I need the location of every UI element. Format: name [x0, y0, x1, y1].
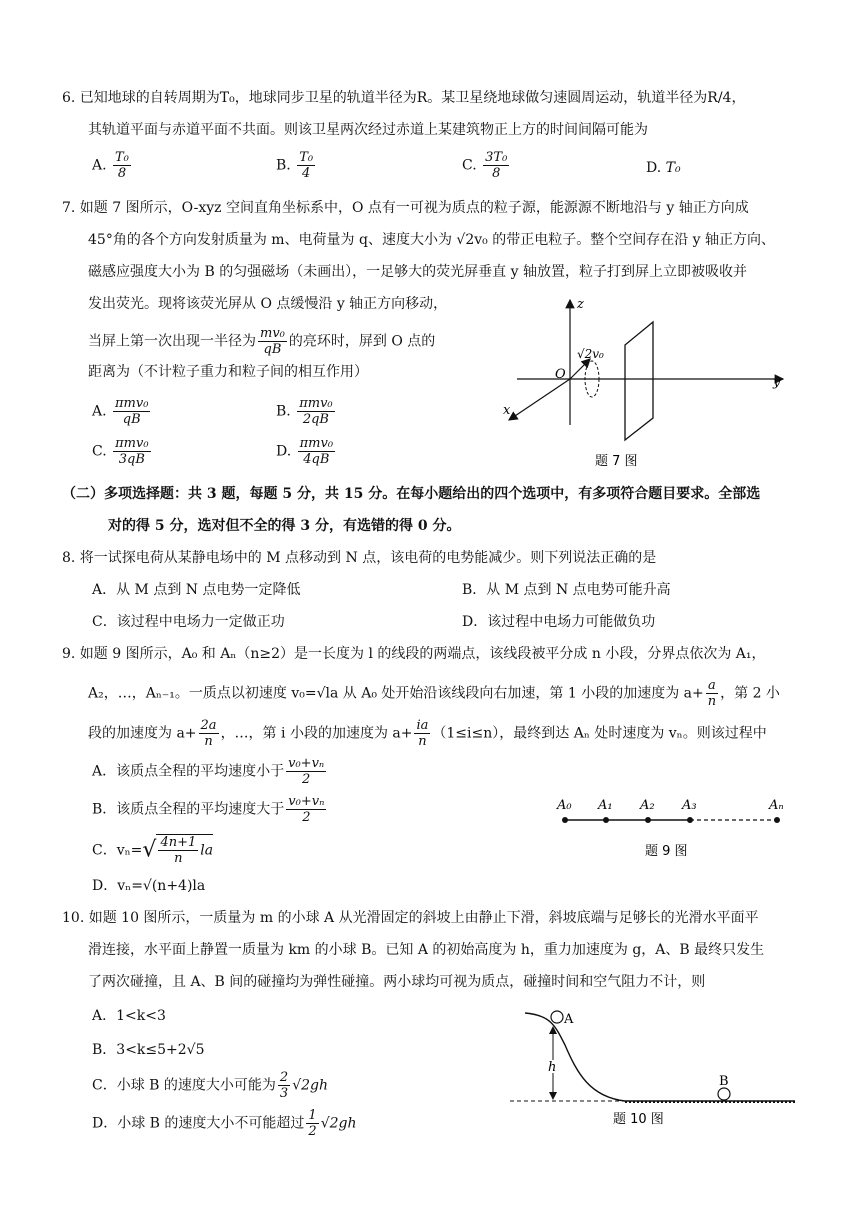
q9-line2: A₂，…，Aₙ₋₁。一质点以初速度 v₀=√la 从 A₀ 处开始沿该线段向右加速，第 1 小段的加速度为 a+ $\frac{a}{n}$ ，第 2 小 [88, 678, 780, 709]
figure-9-caption: 题 9 图 [645, 844, 688, 859]
ball-a [551, 1011, 563, 1023]
point-a2 [645, 817, 651, 823]
q8-option-d: D．该过程中电场力可能做负功 [462, 614, 656, 630]
q9-option-b: B．该质点全程的平均速度大于 $\frac{\text{v₀+vₙ}}{2}$ [92, 794, 325, 825]
label-a3: A₃ [682, 798, 697, 813]
figure-7 [495, 290, 795, 480]
q10-line1: 10. 如题 10 图所示，一质量为 m 的小球 A 从光滑固定的斜坡上由静止下滑，斜坡底端与足够长的光滑水平面平 [62, 910, 759, 926]
point-a1 [603, 817, 609, 823]
label-a1: A₁ [598, 798, 613, 813]
q8-option-c: C．该过程中电场力一定做正功 [92, 614, 285, 630]
q7-line3: 磁感应强度大小为 B 的匀强磁场（未画出），一足够大的荧光屏垂直 y 轴放置，粒子打到屏上立即被吸收并 [88, 264, 747, 280]
label-an: Aₙ [769, 798, 784, 813]
q6-option-d: D. T₀ [646, 160, 681, 176]
q7-option-c: C. $\frac{\text{πmv₀}}{3qB}$ [92, 436, 149, 467]
label-ball-a: A [564, 1012, 574, 1027]
q7-line5: 当屏上第一次出现一半径为 $\frac{\text{mv₀}}{qB}$ 的亮环时，屏到 O 点的 [88, 326, 436, 357]
label-a0: A₀ [557, 798, 572, 813]
q7-line6: 距离为（不计粒子重力和粒子间的相互作用） [88, 364, 368, 380]
q9-option-c: C．vₙ=√ $\frac{4n+1}{n}$ la [92, 835, 214, 866]
q7-line4: 发出荧光。现将该荧光屏从 O 点缓慢沿 y 轴正方向移动， [88, 296, 448, 312]
q9-option-a: A．该质点全程的平均速度小于 $\frac{\text{v₀+vₙ}}{2}$ [92, 756, 325, 787]
q7-option-b: B. $\frac{\text{πmv₀}}{2qB}$ [276, 396, 333, 427]
z-label: z [577, 297, 584, 312]
q10-option-d: D．小球 B 的速度大小不可能超过 $\frac{1}{2}$ √2gh [92, 1108, 357, 1139]
q7-option-d: D. $\frac{\text{πmv₀}}{4qB}$ [276, 436, 334, 467]
q7-line2: 45°角的各个方向发射质量为 m、电荷量为 q、速度大小为 √2v₀ 的带正电粒子。整个空间存在沿 y 轴正方向、 [88, 232, 776, 248]
fluorescent-screen [625, 322, 653, 440]
q6-line1: 6. 已知地球的自转周期为T₀，地球同步卫星的轨道半径为R。某卫星绕地球做匀速圆周运动，轨道半径为R/4， [62, 90, 746, 106]
velocity-vector [570, 359, 590, 379]
origin-label: O [555, 367, 566, 382]
section-2-line1: （二）多项选择题：共 3 题，每题 5 分，共 15 分。在每小题给出的四个选项中，有多项符合题目要求。全部选 [62, 486, 761, 502]
figure-7-caption: 题 7 图 [595, 454, 638, 469]
q6-option-b: B. $\frac{\text{T₀}}{4}$ [276, 150, 314, 181]
q9-option-d: D．vₙ=√(n+4)la [92, 878, 206, 894]
point-an [774, 817, 780, 823]
q8-option-b: B．从 M 点到 N 点电势可能升高 [462, 582, 671, 598]
x-axis [509, 379, 570, 420]
y-label: y [773, 375, 781, 390]
q6-option-c: C. $\frac{\text{3T₀}}{8}$ [462, 150, 508, 181]
x-label: x [503, 403, 511, 418]
ball-b [718, 1088, 730, 1100]
label-a2: A₂ [640, 798, 655, 813]
q8-stem: 8. 将一试探电荷从某静电场中的 M 点移动到 N 点，该电荷的电势能减少。则下列说法正确的是 [62, 550, 657, 566]
label-ball-b: B [719, 1074, 729, 1089]
figure-9 [545, 795, 795, 865]
q9-line3: 段的加速度为 a+ $\frac{2a}{n}$ ，…，第 i 小段的加速度为 a+ $\frac{ia}{n}$ （1≤i≤n），最终到达 Aₙ 处时速度为 vₙ。则该过程中 [88, 718, 767, 749]
q7-line1: 7. 如题 7 图所示，O-xyz 空间直角坐标系中，O 点有一可视为质点的粒子源，能源源不断地沿与 y 轴正方向成 [62, 200, 749, 216]
section-2-line2: 对的得 5 分，选对但不全的得 3 分，有选错的得 0 分。 [108, 518, 461, 534]
q7-option-a: A. $\frac{\text{πmv₀}}{qB}$ [92, 396, 149, 427]
q6-option-a: A. $\frac{\text{T₀}}{8}$ [92, 150, 129, 181]
velocity-label: √2v₀ [577, 347, 604, 361]
q10-line3: 了两次碰撞，且 A、B 间的碰撞均为弹性碰撞。两小球均可视为质点，碰撞时间和空气阻力不计，则 [88, 974, 706, 990]
q10-option-c: C．小球 B 的速度大小可能为 $\frac{2}{3}$ √2gh [92, 1070, 328, 1101]
q6-line2: 其轨道平面与赤道平面不共面。则该卫星两次经过赤道上某建筑物正上方的时间间隔可能为 [88, 122, 648, 138]
figure-10 [505, 1005, 800, 1130]
q10-line2: 滑连接，水平面上静置一质量为 km 的小球 B。已知 A 的初始高度为 h，重力加速度为 g，A、B 最终只发生 [88, 942, 765, 958]
figure-10-caption: 题 10 图 [613, 1112, 664, 1127]
q10-option-a: A．1<k<3 [92, 1008, 166, 1024]
point-a0 [562, 817, 568, 823]
q9-line1: 9. 如题 9 图所示，A₀ 和 Aₙ（n≥2）是一长度为 l 的线段的两端点，该线段被平分成 n 小段，分界点依次为 A₁， [62, 646, 766, 662]
q10-option-b: B．3<k≤5+2√5 [92, 1042, 205, 1058]
q8-option-a: A．从 M 点到 N 点电势一定降低 [92, 582, 301, 598]
label-h: h [548, 1060, 557, 1075]
point-a3 [687, 817, 693, 823]
